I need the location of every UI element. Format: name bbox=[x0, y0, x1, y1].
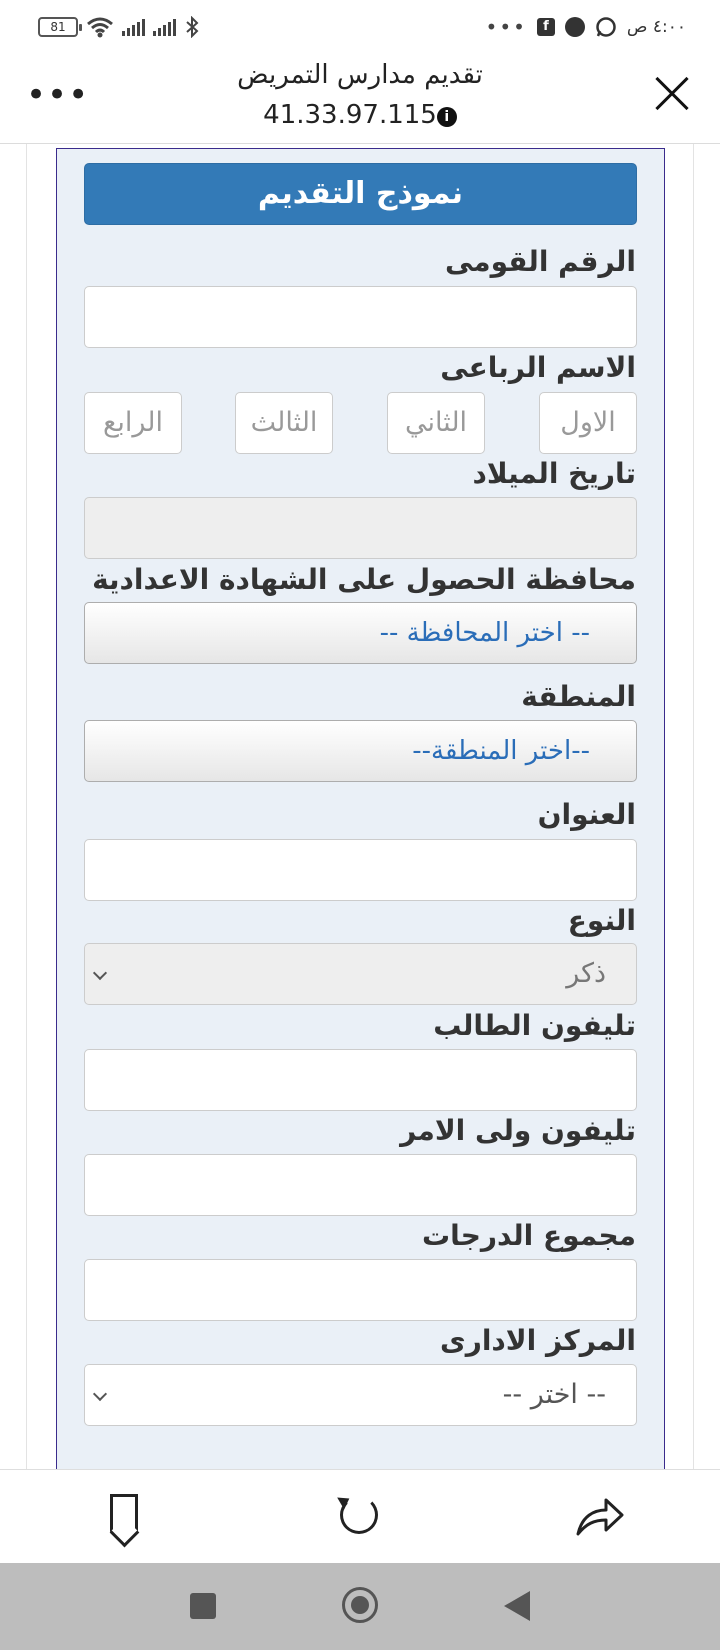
signal-icon-1 bbox=[122, 18, 145, 36]
gender-label: النوع bbox=[567, 904, 636, 937]
guardian-phone-label: تليفون ولى الامر bbox=[400, 1114, 636, 1147]
total-grades-label: مجموع الدرجات bbox=[422, 1219, 636, 1252]
browser-toolbar bbox=[0, 1469, 720, 1563]
region-label: المنطقة bbox=[521, 680, 636, 713]
governorate-label: محافظة الحصول على الشهادة الاعدادية bbox=[92, 563, 636, 596]
second-name-input[interactable]: الثاني bbox=[387, 392, 485, 454]
national-id-input[interactable] bbox=[84, 286, 637, 348]
third-name-input[interactable]: الثالث bbox=[235, 392, 333, 454]
share-icon bbox=[572, 1488, 628, 1544]
status-right bbox=[486, 14, 686, 40]
application-form bbox=[56, 148, 665, 1469]
battery-level: 81 bbox=[50, 20, 66, 34]
birth-date-input bbox=[84, 497, 637, 559]
recent-apps-icon[interactable] bbox=[190, 1593, 216, 1619]
chevron-down-icon bbox=[93, 1387, 107, 1401]
wifi-icon bbox=[86, 16, 114, 38]
total-grades-input[interactable] bbox=[84, 1259, 637, 1321]
url-text: 41.33.97.115 bbox=[263, 100, 437, 130]
student-phone-input[interactable] bbox=[84, 1049, 637, 1111]
region-select[interactable]: --اختر المنطقة-- bbox=[84, 720, 637, 782]
browser-header bbox=[0, 54, 720, 144]
web-content bbox=[0, 144, 720, 1469]
info-icon[interactable]: i bbox=[437, 107, 457, 127]
bookmark-icon bbox=[110, 1494, 138, 1532]
student-phone-label: تليفون الطالب bbox=[433, 1009, 636, 1042]
status-bar bbox=[0, 0, 720, 54]
signal-icon-2 bbox=[153, 18, 176, 36]
address-label: العنوان bbox=[537, 798, 636, 831]
system-nav-bar bbox=[0, 1563, 720, 1650]
bluetooth-icon bbox=[184, 16, 200, 38]
home-icon[interactable] bbox=[342, 1587, 378, 1623]
menu-icon[interactable]: ••• bbox=[26, 75, 90, 115]
full-name-label: الاسم الرباعى bbox=[440, 351, 636, 384]
back-icon[interactable] bbox=[504, 1591, 530, 1621]
first-name-input[interactable]: الاول bbox=[539, 392, 637, 454]
guardian-phone-input[interactable] bbox=[84, 1154, 637, 1216]
form-header: نموذج التقديم bbox=[84, 163, 637, 225]
address-input[interactable] bbox=[84, 839, 637, 901]
whatsapp-icon bbox=[595, 16, 617, 38]
share-button[interactable] bbox=[572, 1488, 628, 1544]
more-notifications-icon: ••• bbox=[485, 15, 527, 39]
close-icon[interactable] bbox=[652, 74, 692, 114]
app-notification-icon bbox=[565, 17, 585, 37]
admin-center-select[interactable] bbox=[84, 1364, 637, 1426]
birth-date-label: تاريخ الميلاد bbox=[472, 457, 636, 490]
battery-icon bbox=[38, 17, 78, 37]
facebook-icon: f bbox=[537, 18, 555, 36]
admin-center-value: -- اختر -- bbox=[502, 1379, 606, 1410]
governorate-select[interactable]: -- اختر المحافظة -- bbox=[84, 602, 637, 664]
status-left bbox=[38, 14, 200, 40]
chevron-down-icon bbox=[93, 966, 107, 980]
admin-center-label: المركز الادارى bbox=[440, 1324, 636, 1357]
page-url[interactable] bbox=[150, 100, 570, 130]
gender-value: ذكر bbox=[566, 958, 606, 989]
clock: ٤:٠٠ ص bbox=[626, 17, 686, 37]
bookmark-button[interactable] bbox=[92, 1488, 148, 1544]
reload-button[interactable] bbox=[332, 1488, 388, 1544]
page-title: تقديم مدارس التمريض bbox=[237, 60, 483, 90]
gender-select[interactable] bbox=[84, 943, 637, 1005]
national-id-label: الرقم القومى bbox=[444, 245, 636, 278]
fourth-name-input[interactable]: الرابع bbox=[84, 392, 182, 454]
